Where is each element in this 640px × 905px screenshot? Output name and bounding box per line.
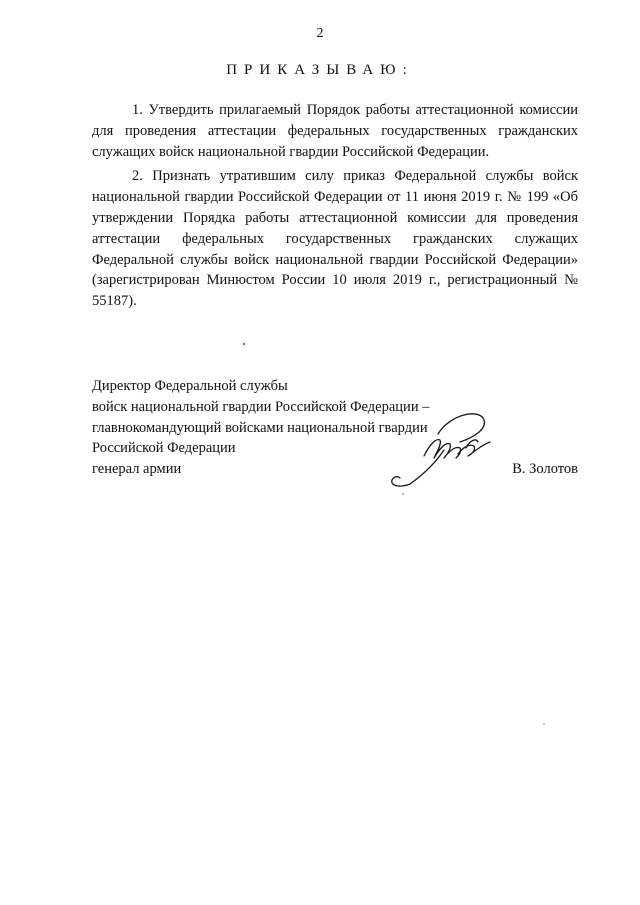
order-heading: ПРИКАЗЫВАЮ: [226,62,414,78]
paragraph-2: 2. Признать утратившим силу приказ Федеральной службы войск национальной гвардии Российской Федерации от 11 июня 2019 г. № 199 «Об утверждении Порядка работы аттестационной комиссии для проведения аттестации федеральных государственных гражданских служащих Федеральной службы войск национальной гвардии Российской Федерации» (зарегистрирован Минюстом России 10 июля 2019 г., регистрационный № 55187). [92,168,578,310]
signer-name: В. Золотов [512,461,578,478]
paragraph-1: 1. Утвердить прилагаемый Порядок работы аттестационной комиссии для проведения аттестации федеральных государственных гражданских служащих войск национальной гвардии Российской Федерации. [92,102,578,160]
page-number: 2 [316,26,324,41]
scan-speck [243,343,245,345]
signature-block [92,376,578,480]
handwritten-signature [380,404,500,496]
signer-title-line-2: войск национальной гвардии Российской Федерации – [92,398,430,415]
signer-title-line-1: Директор Федеральной службы [92,378,288,394]
order-body [92,100,578,312]
signer-title-line-4: Российской Федерации [92,440,236,457]
signer-rank: генерал армии [92,461,182,478]
scan-speck [543,723,545,725]
signer-rank-row [92,459,578,480]
scan-speck [402,493,404,495]
signer-title-line-3: главнокомандующий войсками национальной гвардии [92,419,428,436]
